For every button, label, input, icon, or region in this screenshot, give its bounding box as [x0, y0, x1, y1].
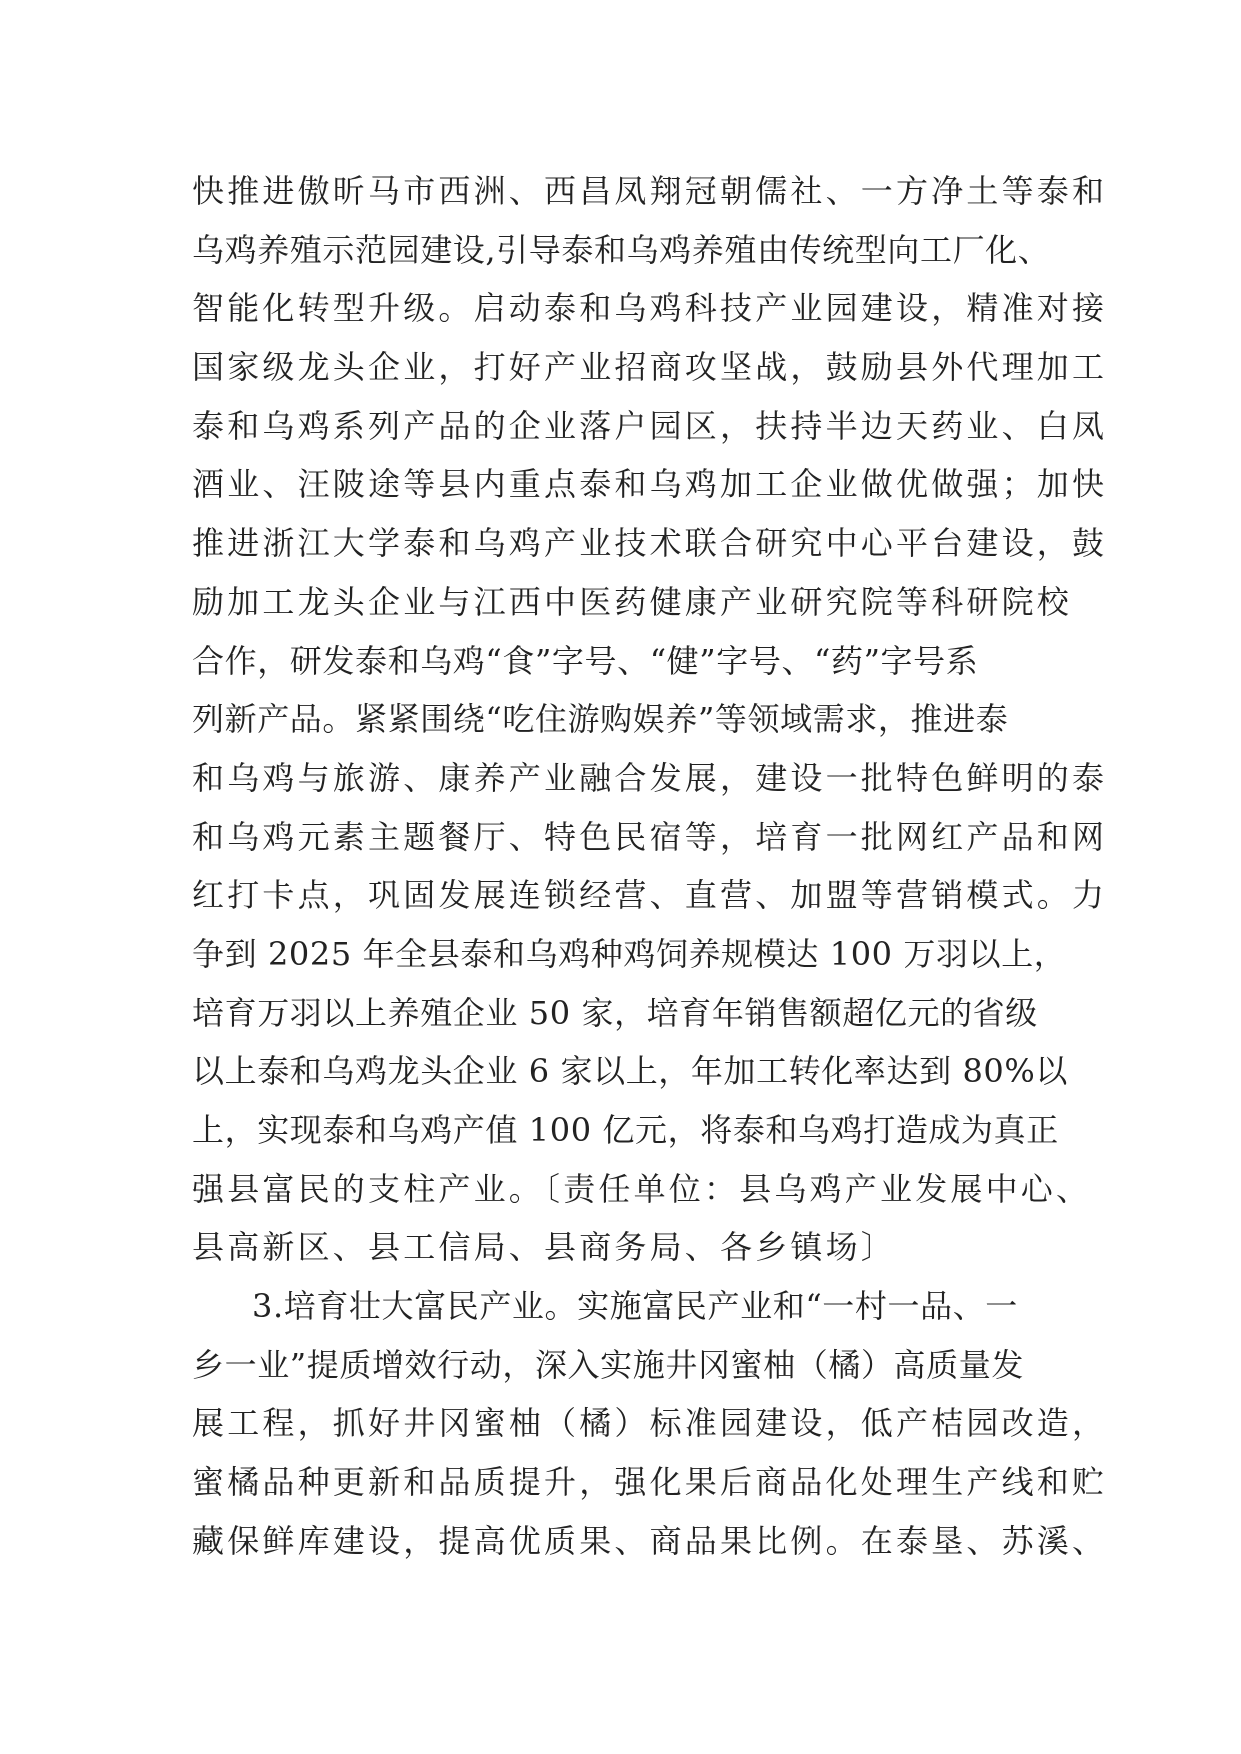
- text-line: 培育万羽以上养殖企业 50 家，培育年销售额超亿元的省级: [192, 993, 1038, 1032]
- text-line: 乡一业”提质增效行动，深入实施井冈蜜柚（橘）高质量发: [192, 1345, 1024, 1384]
- text-line: 推进浙江大学泰和乌鸡产业技术联合研究中心平台建设，鼓: [192, 524, 1108, 563]
- section-heading-line: 3.培育壮大富民产业。实施富民产业和“一村一品、一: [252, 1287, 1018, 1326]
- text-line: 泰和乌鸡系列产品的企业落户园区，扶持半边天药业、白凤: [192, 406, 1108, 445]
- text-line: 列新产品。紧紧围绕“吃住游购娱养”等领域需求，推进泰: [192, 700, 1009, 739]
- text-line: 县高新区、县工信局、县商务局、各乡镇场〕: [192, 1228, 897, 1267]
- body-text: [192, 162, 1108, 1571]
- text-line: 励加工龙头企业与江西中医药健康产业研究院等科研院校: [192, 582, 1073, 621]
- text-line: 快推进傲昕马市西洲、西昌凤翔冠朝儒社、一方净土等泰和: [192, 172, 1108, 210]
- text-line: 展工程，抓好井冈蜜柚（橘）标准园建设，低产桔园改造，: [192, 1404, 1108, 1443]
- text-line: 上，实现泰和乌鸡产值 100 亿元，将泰和乌鸡打造成为真正: [192, 1111, 1059, 1149]
- text-line: 和乌鸡与旅游、康养产业融合发展，建设一批特色鲜明的泰: [192, 758, 1108, 797]
- text-line: 强县富民的支柱产业。〔责任单位：县乌鸡产业发展中心、: [192, 1169, 1092, 1208]
- text-line: 蜜橘品种更新和品质提升，强化果后商品化处理生产线和贮: [192, 1463, 1108, 1502]
- text-line: 争到 2025 年全县泰和乌鸡种鸡饲养规模达 100 万羽以上，: [192, 934, 1067, 973]
- text-line: 红打卡点，巩固发展连锁经营、直营、加盟等营销模式。力: [192, 876, 1108, 915]
- text-line: 藏保鲜库建设，提高优质果、商品果比例。在泰垦、苏溪、: [192, 1521, 1108, 1560]
- text-line: 乌鸡养殖示范园建设,引导泰和乌鸡养殖由传统型向工厂化、: [192, 230, 1051, 269]
- text-line: 酒业、汪陂途等县内重点泰和乌鸡加工企业做优做强；加快: [192, 465, 1108, 504]
- text-line: 国家级龙头企业，打好产业招商攻坚战，鼓励县外代理加工: [192, 348, 1108, 387]
- text-line: 合作，研发泰和乌鸡“食”字号、“健”字号、“药”字号系: [192, 641, 979, 680]
- text-line: 智能化转型升级。启动泰和乌鸡科技产业园建设，精准对接: [192, 289, 1108, 328]
- text-line: 以上泰和乌鸡龙头企业 6 家以上，年加工转化率达到 80%以: [192, 1052, 1069, 1091]
- text-line: 和乌鸡元素主题餐厅、特色民宿等，培育一批网红产品和网: [192, 817, 1108, 856]
